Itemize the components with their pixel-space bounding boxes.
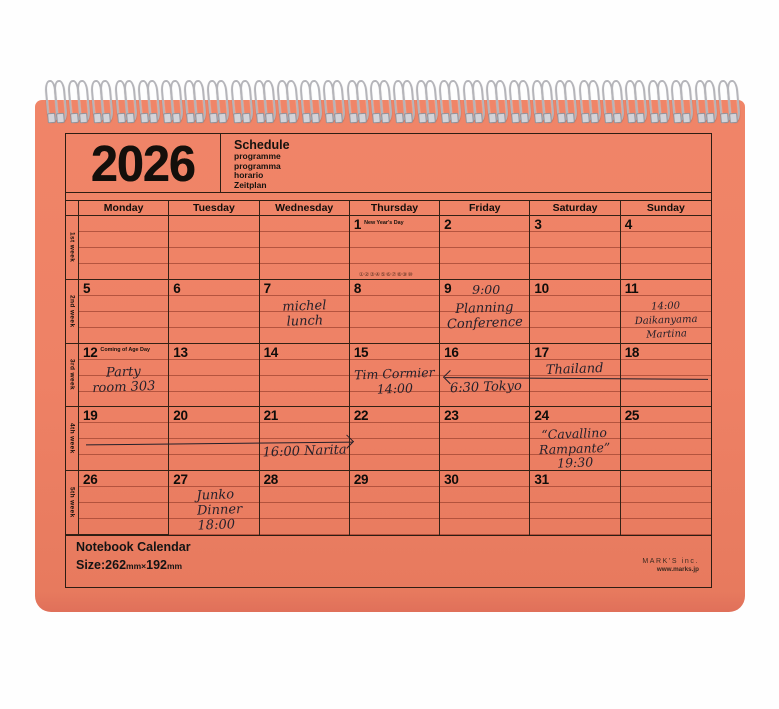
- date-number: 1: [353, 217, 362, 232]
- brand-block: [642, 558, 699, 574]
- date-wrap: [444, 408, 458, 423]
- day-cell-1: [350, 216, 440, 280]
- note-line: Martina: [645, 328, 687, 341]
- date-wrap: [264, 472, 278, 487]
- day-cell-8: [350, 280, 440, 344]
- weekday-header-saturday: Saturday: [530, 201, 620, 216]
- day-cell-26: [79, 471, 169, 535]
- day-cell-5: [79, 280, 169, 344]
- size-unit-1: mm: [126, 561, 142, 571]
- wire-loop: [533, 80, 553, 124]
- date-number: 15: [353, 344, 369, 360]
- wire-loop: [672, 80, 692, 124]
- note-line: Rampante”: [539, 439, 611, 458]
- schedule-box: [221, 134, 711, 192]
- note-line: Tim Cormier: [353, 364, 435, 382]
- note-line: 18:00: [197, 517, 236, 534]
- note-line: 19:30: [557, 454, 594, 472]
- wire-loop: [232, 80, 252, 124]
- date-wrap: [625, 345, 639, 360]
- date-wrap: [444, 472, 458, 487]
- week-label-text: 1st week: [68, 232, 76, 263]
- day-cell-21: [260, 407, 350, 471]
- wire-loop: [208, 80, 228, 124]
- date-wrap: [354, 281, 361, 296]
- wire-loop: [394, 80, 414, 124]
- date-number: 14: [263, 344, 278, 360]
- day-cell-14: [260, 344, 350, 408]
- wire-ring: [76, 80, 91, 123]
- wire-loop: [510, 80, 530, 124]
- wire-loop: [580, 80, 600, 124]
- wire-ring: [656, 80, 671, 123]
- week-label-text: 2nd week: [68, 294, 76, 328]
- schedule-translation-it: programma: [234, 160, 281, 171]
- year-box: [66, 134, 221, 192]
- size-number-width: Size:262: [76, 558, 127, 572]
- wire-loop: [162, 80, 182, 124]
- day-cell-17: [530, 344, 620, 408]
- wire-loop: [324, 80, 344, 124]
- wire-ring: [564, 80, 579, 123]
- wire-ring: [308, 80, 323, 123]
- day-cell-27: [169, 471, 259, 535]
- date-number: 19: [83, 408, 98, 424]
- wire-loop: [417, 80, 437, 124]
- day-cell-10: [530, 280, 620, 344]
- date-wrap: [173, 408, 187, 423]
- wire-ring: [192, 80, 207, 123]
- date-number: 27: [173, 472, 188, 488]
- date-wrap: [83, 408, 97, 423]
- day-cell-24: [530, 407, 620, 471]
- week-label-3: [66, 344, 79, 408]
- title-band: [66, 134, 711, 193]
- handwritten-note: [442, 299, 528, 332]
- date-wrap: [625, 217, 632, 232]
- micro-digits: ①②③④⑤⑥⑦⑧⑨⑩: [358, 271, 414, 278]
- wire-loop: [185, 80, 205, 124]
- date-number: 18: [624, 344, 640, 360]
- wire-loop: [556, 80, 576, 124]
- day-cell-6: [169, 280, 259, 344]
- wire-loop: [92, 80, 112, 124]
- wire-loop: [464, 80, 484, 124]
- brand-url: www.marks.jp: [656, 566, 699, 573]
- weekday-header-wednesday: Wednesday: [260, 201, 350, 216]
- printed-frame: [65, 133, 712, 588]
- date-number: 10: [534, 280, 549, 296]
- schedule-title: Schedule: [234, 138, 290, 152]
- date-wrap: [444, 345, 458, 360]
- date-wrap: [534, 281, 548, 296]
- date-number: 20: [173, 408, 188, 424]
- size-number-height: 192: [146, 558, 167, 572]
- weekday-header-thursday: Thursday: [350, 201, 440, 216]
- year-label: 2026: [91, 134, 195, 192]
- handwritten-note: [351, 364, 437, 397]
- note-line: 6:30 Tokyo: [449, 378, 523, 396]
- wire-ring: [424, 80, 439, 123]
- holiday-label: Coming of Age Day: [100, 347, 150, 354]
- schedule-translation-fr: programme: [234, 151, 281, 161]
- day-cell-empty: [260, 216, 350, 280]
- day-cell-empty: [79, 216, 169, 280]
- wire-loop: [255, 80, 275, 124]
- note-line: lunch: [285, 313, 323, 330]
- brand-name: MARK'S inc.: [642, 558, 699, 565]
- week-label-text: 4th week: [68, 423, 76, 455]
- wire-ring: [285, 80, 300, 123]
- wire-loop: [487, 80, 507, 124]
- day-cell-18: [621, 344, 711, 408]
- handwritten-note: [171, 487, 258, 535]
- day-cell-empty: [621, 471, 711, 535]
- wire-loop: [116, 80, 136, 124]
- day-cell-23: [440, 407, 530, 471]
- note-line: room 303: [92, 378, 156, 396]
- handwritten-time: 9:00: [472, 281, 501, 297]
- wire-loop: [46, 80, 66, 124]
- wire-loop: [278, 80, 298, 124]
- day-cell-28: [260, 471, 350, 535]
- date-wrap: [354, 408, 368, 423]
- handwritten-note: [442, 378, 528, 396]
- week-label-text: 5th week: [68, 487, 76, 518]
- day-cell-11: [621, 280, 711, 344]
- date-wrap: [354, 345, 368, 360]
- date-number: 31: [534, 472, 549, 488]
- wire-ring: [540, 80, 555, 123]
- date-wrap: [173, 472, 187, 487]
- date-wrap: [534, 472, 548, 487]
- wire-ring: [401, 80, 416, 123]
- date-wrap: [264, 281, 271, 296]
- week-label-text: 3rd week: [68, 359, 76, 391]
- schedule-translation-de: Zeitplan: [234, 179, 267, 190]
- date-wrap: [625, 281, 639, 296]
- note-line: 14:00 Daikanyama: [634, 300, 698, 327]
- date-wrap: [534, 345, 548, 360]
- day-cell-20: [169, 407, 259, 471]
- weekday-header-monday: Monday: [79, 201, 169, 216]
- weekday-header-sunday: Sunday: [621, 201, 711, 216]
- notebook-paper: [35, 100, 745, 612]
- day-cell-30: [440, 471, 530, 535]
- note-line: Dinner: [197, 502, 243, 519]
- header-corner-cell: [66, 201, 79, 216]
- week-label-4: [66, 407, 79, 471]
- week-label-1: [66, 216, 79, 280]
- calendar-grid: [65, 200, 712, 536]
- size-unit-2: mm: [166, 561, 183, 571]
- day-cell-empty: [169, 216, 259, 280]
- footer-title: Notebook Calendar: [76, 540, 191, 554]
- date-number: 21: [263, 408, 278, 424]
- week-label-5: [66, 471, 79, 535]
- note-line: Planning: [455, 299, 514, 317]
- date-wrap: [83, 472, 97, 487]
- note-line: “Cavallino: [541, 425, 608, 443]
- wire-ring: [216, 80, 231, 123]
- holiday-label: New Year's Day: [364, 219, 404, 226]
- date-wrap: [354, 217, 404, 232]
- note-line: Party: [105, 363, 141, 381]
- wire-loop: [440, 80, 460, 124]
- date-number: 22: [353, 408, 369, 424]
- date-wrap: [625, 408, 639, 423]
- date-number: 6: [173, 280, 181, 296]
- date-number: 16: [444, 344, 459, 360]
- date-number: 5: [83, 280, 91, 296]
- handwritten-note: [261, 443, 347, 461]
- date-number: 2: [444, 217, 452, 232]
- date-wrap: [83, 345, 150, 360]
- handwritten-note: [532, 360, 618, 378]
- weekday-header-tuesday: Tuesday: [169, 201, 259, 216]
- date-number: 28: [263, 472, 278, 488]
- date-number: 17: [534, 344, 549, 360]
- date-number: 7: [263, 280, 271, 296]
- wire-ring: [633, 80, 648, 123]
- handwritten-note: [622, 298, 710, 343]
- date-wrap: [354, 472, 368, 487]
- wire-ring: [100, 80, 115, 123]
- day-cell-15: [350, 344, 440, 408]
- date-number: 11: [624, 280, 639, 296]
- date-wrap: [264, 408, 278, 423]
- wire-loop: [69, 80, 89, 124]
- day-cell-2: [440, 216, 530, 280]
- note-line: 14:00: [376, 379, 414, 397]
- date-number: 24: [534, 408, 549, 424]
- wire-ring: [53, 80, 68, 123]
- date-number: 26: [83, 472, 98, 488]
- note-line: Conference: [446, 314, 524, 333]
- date-number: 25: [624, 408, 640, 424]
- wire-loop: [649, 80, 669, 124]
- note-line: Thailand: [546, 360, 605, 378]
- day-cell-19: [79, 407, 169, 471]
- date-wrap: [173, 345, 187, 360]
- wire-loop: [603, 80, 623, 124]
- handwritten-note: [532, 426, 619, 472]
- date-wrap: [83, 281, 90, 296]
- note-line: Junko: [196, 487, 235, 504]
- wire-loop: [301, 80, 321, 124]
- date-wrap: [444, 281, 451, 296]
- wire-ring: [332, 80, 347, 123]
- date-number: 12: [83, 344, 98, 360]
- handwritten-note: [261, 297, 347, 330]
- handwritten-note: [81, 363, 167, 396]
- date-number: 23: [444, 408, 459, 424]
- note-line: michel: [281, 298, 327, 315]
- date-wrap: [264, 345, 278, 360]
- day-cell-7: [260, 280, 350, 344]
- wire-ring: [448, 80, 463, 123]
- wire-loop: [696, 80, 716, 124]
- schedule-translation-es: horario: [234, 170, 264, 181]
- date-number: 13: [173, 344, 188, 360]
- date-number: 8: [353, 280, 362, 296]
- wire-loop: [719, 80, 739, 124]
- day-cell-25: [621, 407, 711, 471]
- weekday-header-friday: Friday: [440, 201, 530, 216]
- week-label-2: [66, 280, 79, 344]
- wire-ring: [169, 80, 184, 123]
- size-times: ×: [141, 561, 147, 571]
- wire-loop: [139, 80, 159, 124]
- wire-ring: [680, 80, 695, 123]
- day-cell-3: [530, 216, 620, 280]
- date-wrap: [534, 408, 548, 423]
- note-line: 16:00 Narita: [261, 442, 347, 461]
- date-number: 4: [624, 217, 632, 232]
- date-wrap: [444, 217, 451, 232]
- wire-loop: [371, 80, 391, 124]
- wire-ring: [517, 80, 532, 123]
- date-number: 30: [444, 472, 459, 488]
- day-cell-29: [350, 471, 440, 535]
- footer-size: [76, 556, 182, 574]
- date-wrap: [173, 281, 180, 296]
- wire-loop: [626, 80, 646, 124]
- date-wrap: [534, 217, 541, 232]
- day-cell-4: [621, 216, 711, 280]
- date-number: 29: [353, 472, 369, 488]
- day-cell-13: [169, 344, 259, 408]
- date-number: 3: [534, 217, 542, 232]
- wire-loop: [348, 80, 368, 124]
- day-cell-22: [350, 407, 440, 471]
- day-cell-31: [530, 471, 620, 535]
- day-cell-9: [440, 280, 530, 344]
- day-cell-12: [79, 344, 169, 408]
- date-number: 9: [444, 280, 452, 296]
